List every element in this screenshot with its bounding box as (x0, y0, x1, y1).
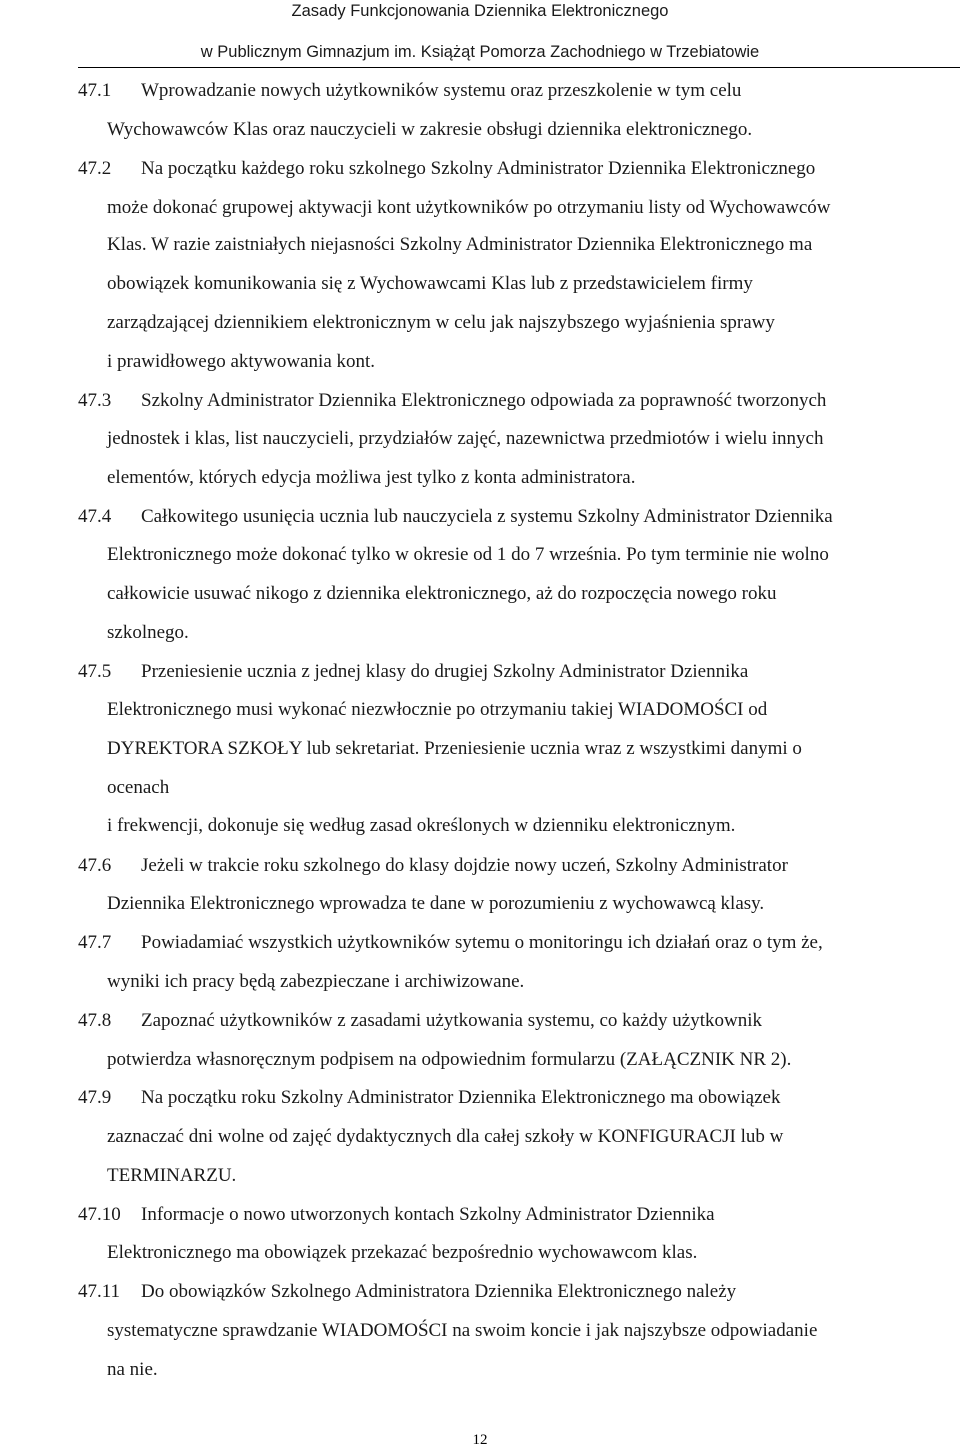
header-divider (78, 67, 960, 68)
section-line: i prawidłowego aktywowania kont. (107, 351, 376, 372)
section-line: i frekwencji, dokonuje się według zasad określonych w dzienniku elektronicznym. (107, 815, 736, 836)
page-header-title: Zasady Funkcjonowania Dziennika Elektronicznego (291, 2, 669, 20)
section-line: szkolnego. (107, 622, 189, 643)
section-line: systematyczne sprawdzanie WIADOMOŚCI na swoim koncie i jak najszybsze odpowiadanie (107, 1320, 818, 1341)
section-line: na nie. (107, 1359, 158, 1380)
section-number: 47.1 (78, 80, 112, 101)
section-line: obowiązek komunikowania się z Wychowawcami Klas lub z przedstawicielem firmy (107, 273, 753, 294)
section-number: 47.2 (78, 158, 112, 179)
section-number: 47.5 (78, 661, 112, 682)
section-line: Powiadamiać wszystkich użytkowników sytemu o monitoringu ich działań oraz o tym że, (141, 932, 823, 953)
section-number: 47.8 (78, 1010, 112, 1031)
page-header-school: w Publicznym Gimnazjum im. Książąt Pomorza Zachodniego w Trzebiatowie (200, 43, 760, 61)
section-line: może dokonać grupowej aktywacji kont użytkowników po otrzymaniu listy od Wychowawców (107, 197, 831, 218)
section-line: zaznaczać dni wolne od zajęć dydaktycznych dla całej szkoły w KONFIGURACJI lub w (107, 1126, 784, 1147)
section-line: Dziennika Elektronicznego wprowadza te dane w porozumieniu z wychowawcą klasy. (107, 893, 765, 914)
section-line: Elektronicznego ma obowiązek przekazać bezpośrednio wychowawcom klas. (107, 1242, 698, 1263)
section-line: Na początku roku Szkolny Administrator Dziennika Elektronicznego ma obowiązek (141, 1087, 781, 1108)
section-line: Do obowiązków Szkolnego Administratora Dziennika Elektronicznego należy (141, 1281, 737, 1302)
section-line: jednostek i klas, list nauczycieli, przydziałów zajęć, nazewnictwa przedmiotów i wielu innych (107, 428, 824, 449)
page-number: 12 (472, 1432, 488, 1448)
section-number: 47.3 (78, 390, 112, 411)
section-line: Elektronicznego musi wykonać niezwłocznie po otrzymaniu takiej WIADOMOŚCI od (107, 699, 768, 720)
section-line: elementów, których edycja możliwa jest tylko z konta administratora. (107, 467, 636, 488)
section-line: DYREKTORA SZKOŁY lub sekretariat. Przeniesienie ucznia wraz z wszystkimi danymi o (107, 738, 802, 759)
section-line: TERMINARZU. (107, 1165, 237, 1186)
section-number: 47.7 (78, 932, 112, 953)
section-line: Szkolny Administrator Dziennika Elektronicznego odpowiada za poprawność tworzonych (141, 390, 827, 411)
section-line: całkowicie usuwać nikogo z dziennika elektronicznego, aż do rozpoczęcia nowego roku (107, 583, 777, 604)
section-line: Przeniesienie ucznia z jednej klasy do drugiej Szkolny Administrator Dziennika (141, 661, 749, 682)
section-line: wyniki ich pracy będą zabezpieczane i archiwizowane. (107, 971, 525, 992)
section-line: Elektronicznego może dokonać tylko w okresie od 1 do 7 września. Po tym terminie nie wolno (107, 544, 829, 565)
section-line: Wprowadzanie nowych użytkowników systemu oraz przeszkolenie w tym celu (141, 80, 742, 101)
section-line: Jeżeli w trakcie roku szkolnego do klasy dojdzie nowy uczeń, Szkolny Administrator (141, 855, 788, 876)
section-line: Wychowawców Klas oraz nauczycieli w zakresie obsługi dziennika elektronicznego. (107, 119, 753, 140)
section-line: zarządzającej dziennikiem elektronicznym w celu jak najszybszego wyjaśnienia sprawy (107, 312, 775, 333)
section-number: 47.9 (78, 1087, 112, 1108)
section-line: Na początku każdego roku szkolnego Szkolny Administrator Dziennika Elektronicznego (141, 158, 816, 179)
section-line: potwierdza własnoręcznym podpisem na odpowiednim formularzu (ZAŁĄCZNIK NR 2). (107, 1049, 792, 1070)
section-number: 47.6 (78, 855, 112, 876)
section-number: 47.10 (78, 1204, 121, 1225)
section-line: Informacje o nowo utworzonych kontach Szkolny Administrator Dziennika (141, 1204, 715, 1225)
section-line: ocenach (107, 777, 170, 798)
section-line: Zapoznać użytkowników z zasadami użytkowania systemu, co każdy użytkownik (141, 1010, 763, 1031)
section-line: Całkowitego usunięcia ucznia lub nauczyciela z systemu Szkolny Administrator Dziennika (141, 506, 833, 527)
section-number: 47.4 (78, 506, 112, 527)
section-number: 47.11 (78, 1281, 121, 1302)
section-line: Klas. W razie zaistniałych niejasności Szkolny Administrator Dziennika Elektronicznego ma (107, 234, 813, 255)
